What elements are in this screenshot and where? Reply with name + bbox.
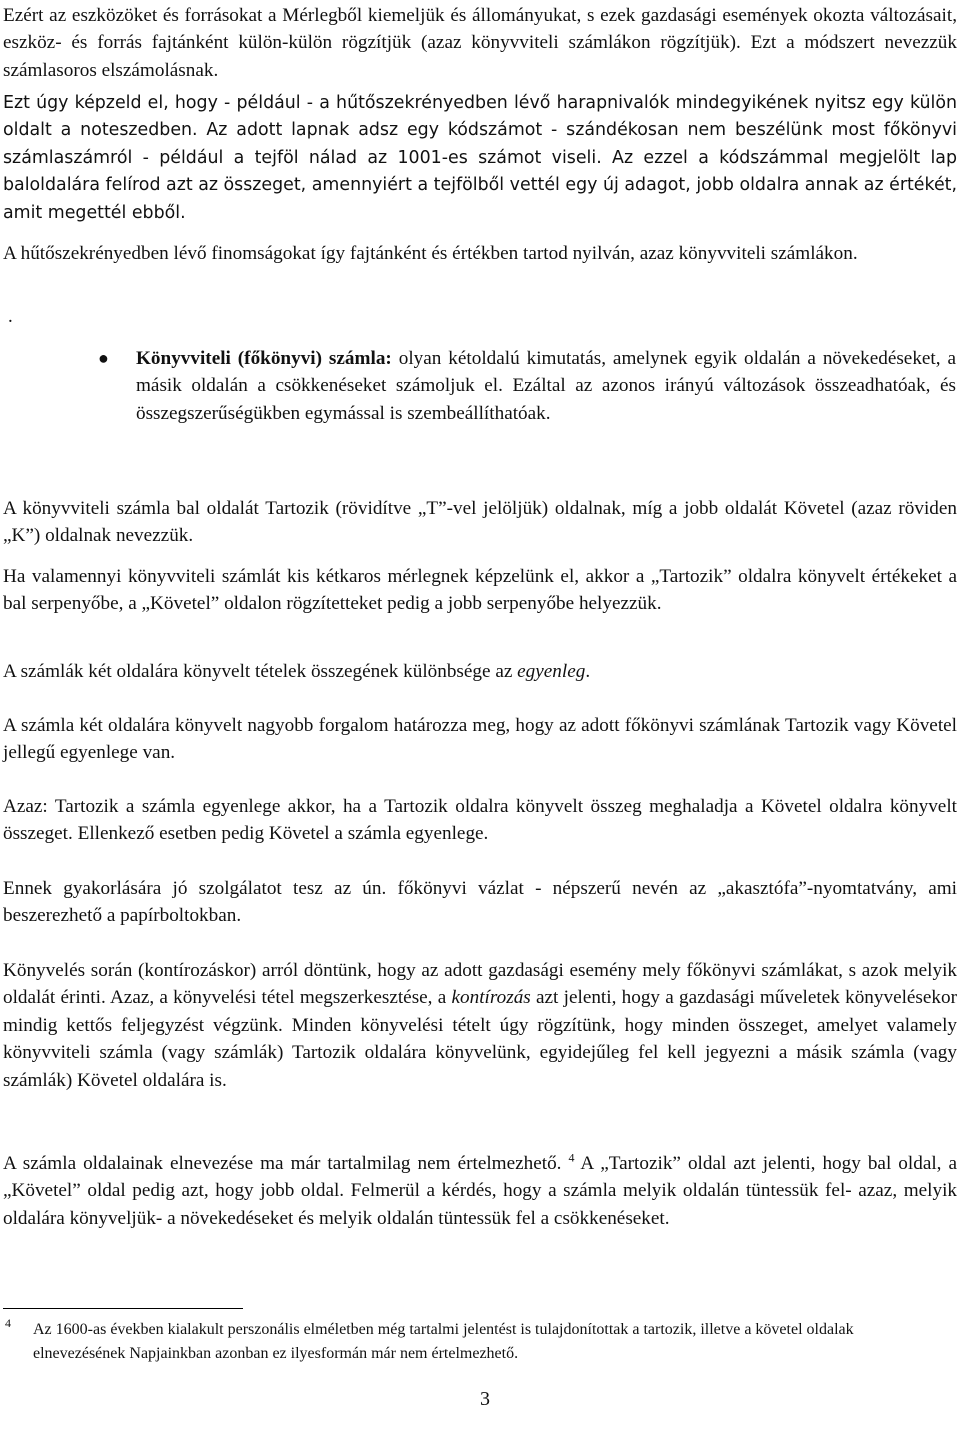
page-number: 3 [480,1388,490,1410]
definition-text [136,345,956,427]
paragraph-balance-pre: A számlák két oldalára könyvelt tételek összegének különbsége az [3,661,518,682]
paragraph-posting-pre: Könyvelés során (kontírozáskor) arról döntünk, hogy az adott gazdasági esemény mely főkönyvi számlákat, s azok melyik oldalát érinti. Azaz, a könyvelési tétel megszerkesztése, a [3,960,957,1009]
definition-term: Könyvviteli (főkönyvi) számla: [136,348,392,369]
paragraph-analogy-part1: Ezt úgy képzeld el, hogy - például - a hűtőszekrényedben lévő harapnivalók mindegyikének nyitsz egy külön oldalt a noteszedben. Az adott lapnak adsz egy kódszámot - szándékosan nem beszélünk most főkönyvi számlaszámról - például a tejföl nálad az 1001-es számot viseli. [3,93,957,168]
paragraph-naming-pre: A számla oldalainak elnevezése ma már tartalmilag nem értelmezhető. [3,1153,569,1174]
term-kontirozas: kontírozás [451,987,531,1009]
bullet-icon: ● [98,348,109,368]
paragraph-analogy [3,90,957,227]
footnote-text: Az 1600-as években kialakult perszonális elméletben még tartalmi jelentést is tulajdonítottak a tartozik, illetve a követel oldalak elnevezésének Napjainkban azonban ez ilyesformán már nem értelmezhető. [33,1321,854,1362]
stray-dot: . [8,306,13,327]
paragraph-fridge: A hűtőszekrényedben lévő finomságokat így fajtánként és értékben tartod nyilván, azaz könyvviteli számlákon. [3,243,858,264]
term-egyenleg: egyenleg [517,661,586,682]
paragraph-practice: Ennek gyakorlására jó szolgálatot tesz az ún. főkönyvi vázlat - népszerű nevén az „akasztófa”-nyomtatvány, ami beszerezhető a papírboltokban. [3,878,957,927]
paragraph-analogy-part2: Az ezzel a kódszámmal megjelölt lap baloldalára felírod azt az összeget, amennyiért a tejfölből vettél egy új adagot, jobb oldalra annak az értékét, amit megettél ebből. [3,147,957,223]
paragraph-balance-post: . [585,661,591,682]
paragraph-posting [3,957,957,1094]
definition-body: olyan kétoldalú kimutatás, amelynek egyik oldalán a növekedéseket, a másik oldalán a csökkenéseket számoljuk el. Ezáltal az azonos irányú változások összeadhatóak, és összegszerűségükben egymással is szembeállíthatóak. [136,348,956,424]
footnote-ref[interactable]: 4 [568,1150,575,1165]
paragraph-debit-balance: Azaz: Tartozik a számla egyenlege akkor, ha a Tartozik oldalra könyvelt összeg meghaladja a Követel oldalra könyvelt összeget. Ellenkező esetben pedig Követel a számla egyenlege. [3,796,957,845]
footnote-divider [3,1308,243,1309]
paragraph-naming [3,1150,957,1232]
footnote-number: 4 [5,1316,11,1330]
paragraph-sides: A könyvviteli számla bal oldalát Tartozik (rövidítve „T”-vel jelöljük) oldalnak, míg a jobb oldalát Követel (azaz röviden „K”) oldalnak nevezzük. [3,498,957,547]
paragraph-intro: Ezért az eszközöket és forrásokat a Mérlegből kiemeljük és állományukat, s ezek gazdasági események okozta változásait, eszköz- és forrás fajtánként külön-külön rögzítjük (azaz könyvviteli számlákon rögzítjük). Ezt a módszert nevezzük számlasoros elszámolásnak. [3,5,957,81]
paragraph-turnover: A számla két oldalára könyvelt nagyobb forgalom határozza meg, hogy az adott főkönyvi számlának Tartozik vagy Követel jellegű egyenlege van. [3,715,957,764]
paragraph-balance [3,658,957,685]
paragraph-posting-post: azt jelenti, hogy a gazdasági műveletek könyvelésekor mindig kettős feljegyzést végzünk. Minden könyvelési tételt úgy rögzítünk, hogy minden összeget, amelyet valamely könyvviteli számla (vagy számlák) Tartozik oldalára könyvelünk, egyidejűleg fel kell jegyezni a másik számla (vagy számlák) Követel oldalára is. [3,987,957,1091]
paragraph-scale: Ha valamennyi könyvviteli számlát kis kétkaros mérlegnek képzelünk el, akkor a „Tartozik” oldalra könyvelt értékeket a bal serpenyőbe, a „Követel” oldalon rögzítetteket pedig a jobb serpenyőbe helyezzük. [3,566,957,615]
paragraph-naming-post: A „Tartozik” oldal azt jelenti, hogy bal oldal, a „Követel” oldal pedig azt, hogy jobb oldal. Felmerül a kérdés, hogy a számla melyik oldalán tüntessük fel- azaz, melyik oldalára könyveljük- a növekedéseket és melyik oldalán tüntessük fel a csökkenéseket. [3,1153,957,1229]
